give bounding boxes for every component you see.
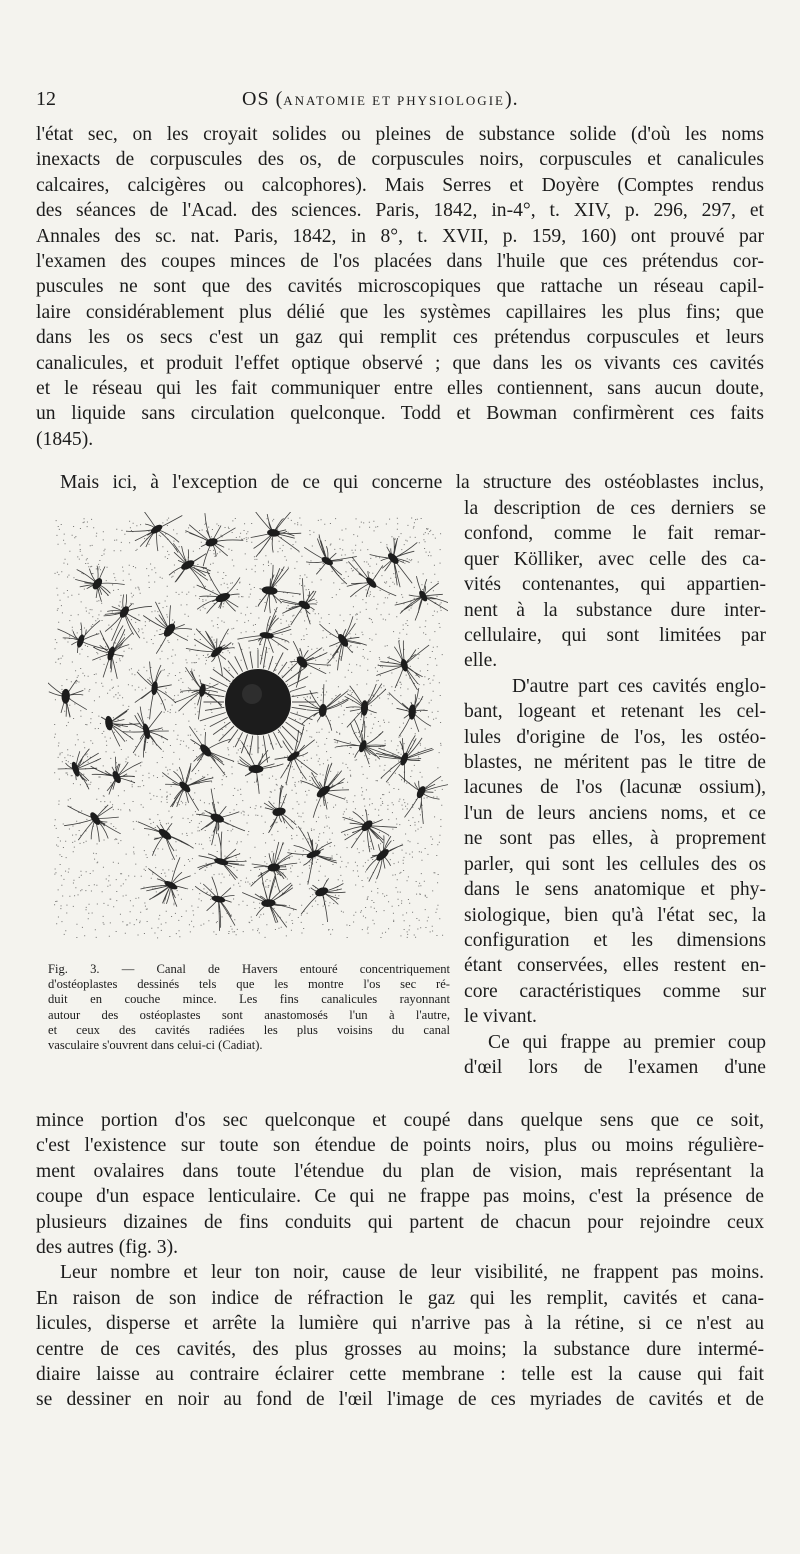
text-line: diaire laisse au contraire éclairer cette membrane : telle est la cause qui fait [36, 1364, 764, 1386]
text-line: lules d'origine de l'os, les ostéo- [464, 726, 766, 748]
text-line: configuration et les dimensions [464, 929, 766, 951]
running-title-subtitle: ANATOMIE ET PHYSIOLOGIE [283, 93, 505, 108]
osteoplast [151, 681, 159, 696]
running-title-close: ). [504, 88, 519, 110]
text-line: l'examen des coupes minces de l'os placées dans l'huile que ces prétendus cor- [36, 251, 764, 273]
caption-line: Fig. 3. — Canal de Havers entouré concentriquement [48, 962, 450, 976]
canalicules [304, 534, 357, 584]
text-line: et le réseau qui les fait communiquer entre elles contiennent, sans aucun doute, [36, 378, 764, 400]
caption-line: et ceux des cavités radiées les plus voisins du canal [48, 1022, 450, 1037]
text-line: (1845). [36, 428, 94, 450]
text-line: c'est l'existence sur toute son étendue de points noirs, plus ou moins régulière- [36, 1135, 764, 1157]
text-line: lacunes de l'os (lacunæ ossium), [464, 777, 766, 799]
text-line: des séances de l'Acad. des sciences. Paris, 1842, in-4°, t. XIV, p. 296, 297, et [36, 200, 764, 222]
text-line: étant conservées, elles restent en- [464, 955, 766, 977]
text-line: siologique, bien qu'à l'état sec, la [464, 904, 766, 926]
text-line: dans les os secs c'est un gaz qui remplit ces prétendus corpuscules et leurs [36, 327, 764, 349]
text-line: confond, comme le fait remar- [464, 523, 766, 545]
running-title [242, 88, 519, 111]
text-line: laire considérablement plus délié que les systèmes capillaires les plus fins; que [36, 301, 764, 323]
canalicules [341, 809, 397, 852]
closing-paragraphs [36, 1108, 764, 1413]
canalicules [64, 805, 121, 842]
text-line: d'œil lors de l'examen d'une [464, 1056, 766, 1078]
text-line: nent à la substance dure inter- [464, 599, 766, 621]
text-line: Mais ici, à l'exception de ce qui concerne la structure des ostéoblastes inclus, [60, 472, 764, 493]
text-line: bant, logeant et retenant les cel- [464, 701, 766, 723]
osteoplast [272, 806, 287, 817]
text-line: ne sont pas elles, à proprement [464, 828, 766, 850]
text-line: quer Kölliker, avec celle des ca- [464, 548, 766, 570]
canalicules [58, 749, 101, 790]
canalicules [280, 578, 317, 625]
text-line: Ce qui frappe au premier coup [488, 1031, 766, 1053]
text-line: Annales des sc. nat. Paris, 1842, in 8°, t. XVII, p. 159, 160) ont prouvé par [36, 225, 764, 247]
text-line: l'un de leurs anciens noms, et ce [464, 802, 766, 824]
text-line: se dessiner en noir au fond de l'œil l'image de ces myriades de cavités et de [36, 1389, 764, 1411]
text-line: centre de ces cavités, des plus grosses au moins; la substance dure intermé- [36, 1338, 764, 1360]
paragraph-mais-ici [36, 470, 764, 495]
figure-haversian-canal [48, 512, 448, 944]
canalicules [198, 832, 247, 880]
text-line: des autres (fig. 3). [36, 1237, 179, 1259]
canalicules [186, 629, 234, 677]
caption-line: autour des ostéoplastes sont anastomosés l'un à l'autre, [48, 1007, 450, 1022]
text-line: cellulaire, qui sont limitées par [464, 625, 766, 647]
caption-line: duit en couche mince. Les fins canalicules rayonnant [48, 992, 450, 1007]
osteoplast-engraving [48, 512, 448, 944]
opening-paragraph [36, 122, 764, 452]
text-line: D'autre part ces cavités englo- [512, 675, 766, 697]
text-line: parler, qui sont les cellules des os [464, 853, 766, 875]
text-line: la description de ces derniers se [464, 498, 766, 519]
canalicules [138, 822, 194, 860]
text-line: puscules ne sont que des cavités microscopiques que rattache un réseau capil- [36, 276, 764, 298]
text-line: elle. [464, 650, 498, 672]
osteoplast [198, 683, 207, 697]
osteoplast [211, 895, 226, 904]
canalicules [301, 878, 345, 922]
text-line: plusieurs dizaines de fins conduits qui partent de chacun pour rejoindre ceux [36, 1211, 764, 1233]
osteoplast [104, 715, 113, 730]
canalicules [399, 774, 448, 824]
running-title-main: OS ( [242, 88, 284, 110]
text-line: Leur nombre et leur ton noir, cause de leur visibilité, ne frappent pas moins. [60, 1262, 764, 1284]
text-line: l'état sec, on les croyait solides ou pleines de substance solide (d'où les noms [36, 124, 764, 145]
text-line: core caractéristiques comme sur [464, 980, 766, 1002]
right-column-text [464, 496, 766, 1080]
figure-caption [48, 962, 450, 1053]
text-line: En raison de son indice de réfraction le gaz qui les remplit, cavités et cana- [36, 1287, 764, 1309]
canalicules [104, 594, 152, 641]
text-line: le vivant. [464, 1006, 537, 1028]
text-line: ment ovalaires dans toute l'étendue du plan de vision, mais représentant la [36, 1160, 764, 1182]
page-number: 12 [36, 88, 56, 110]
text-line: coupe d'un espace lenticulaire. Ce qui ne frappe pas moins, c'est la présence de [36, 1186, 764, 1208]
text-line: dans le sens anatomique et phy- [464, 879, 766, 901]
caption-line: vasculaire s'ouvrent dans celui-ci (Cadiat). [48, 1038, 263, 1053]
text-line: licules, disperse et arrête la lumière qui n'arrive pas à la rétine, si ce n'est au [36, 1313, 764, 1335]
running-header [36, 88, 760, 114]
text-line: vités contenantes, qui appartien- [464, 574, 766, 596]
text-line: blastes, ne méritent pas le titre de [464, 752, 766, 774]
text-line: mince portion d'os sec quelconque et coupé dans quelque sens que ce soit, [36, 1110, 764, 1131]
text-line: inexacts de corpuscules des os, de corpuscules noirs, corpuscules et canalicules [36, 149, 764, 171]
canalicules [195, 877, 235, 931]
osteoplast [198, 742, 213, 758]
osteoplast [261, 586, 278, 596]
text-line: calcaires, calcigères ou calcophores). Mais Serres et Doyère (Comptes rendus [36, 174, 764, 196]
text-line: un liquide sans circulation quelconque. Todd et Bowman confirmèrent ces faits [36, 403, 764, 425]
canalicules [334, 719, 386, 764]
caption-line: d'ostéoplastes dessinés tels que les montre l'os sec ré- [48, 977, 450, 992]
canal-highlight [242, 684, 262, 704]
text-line: canalicules, et produit l'effet optique observé ; que dans les os vivants ces cavités [36, 352, 764, 374]
